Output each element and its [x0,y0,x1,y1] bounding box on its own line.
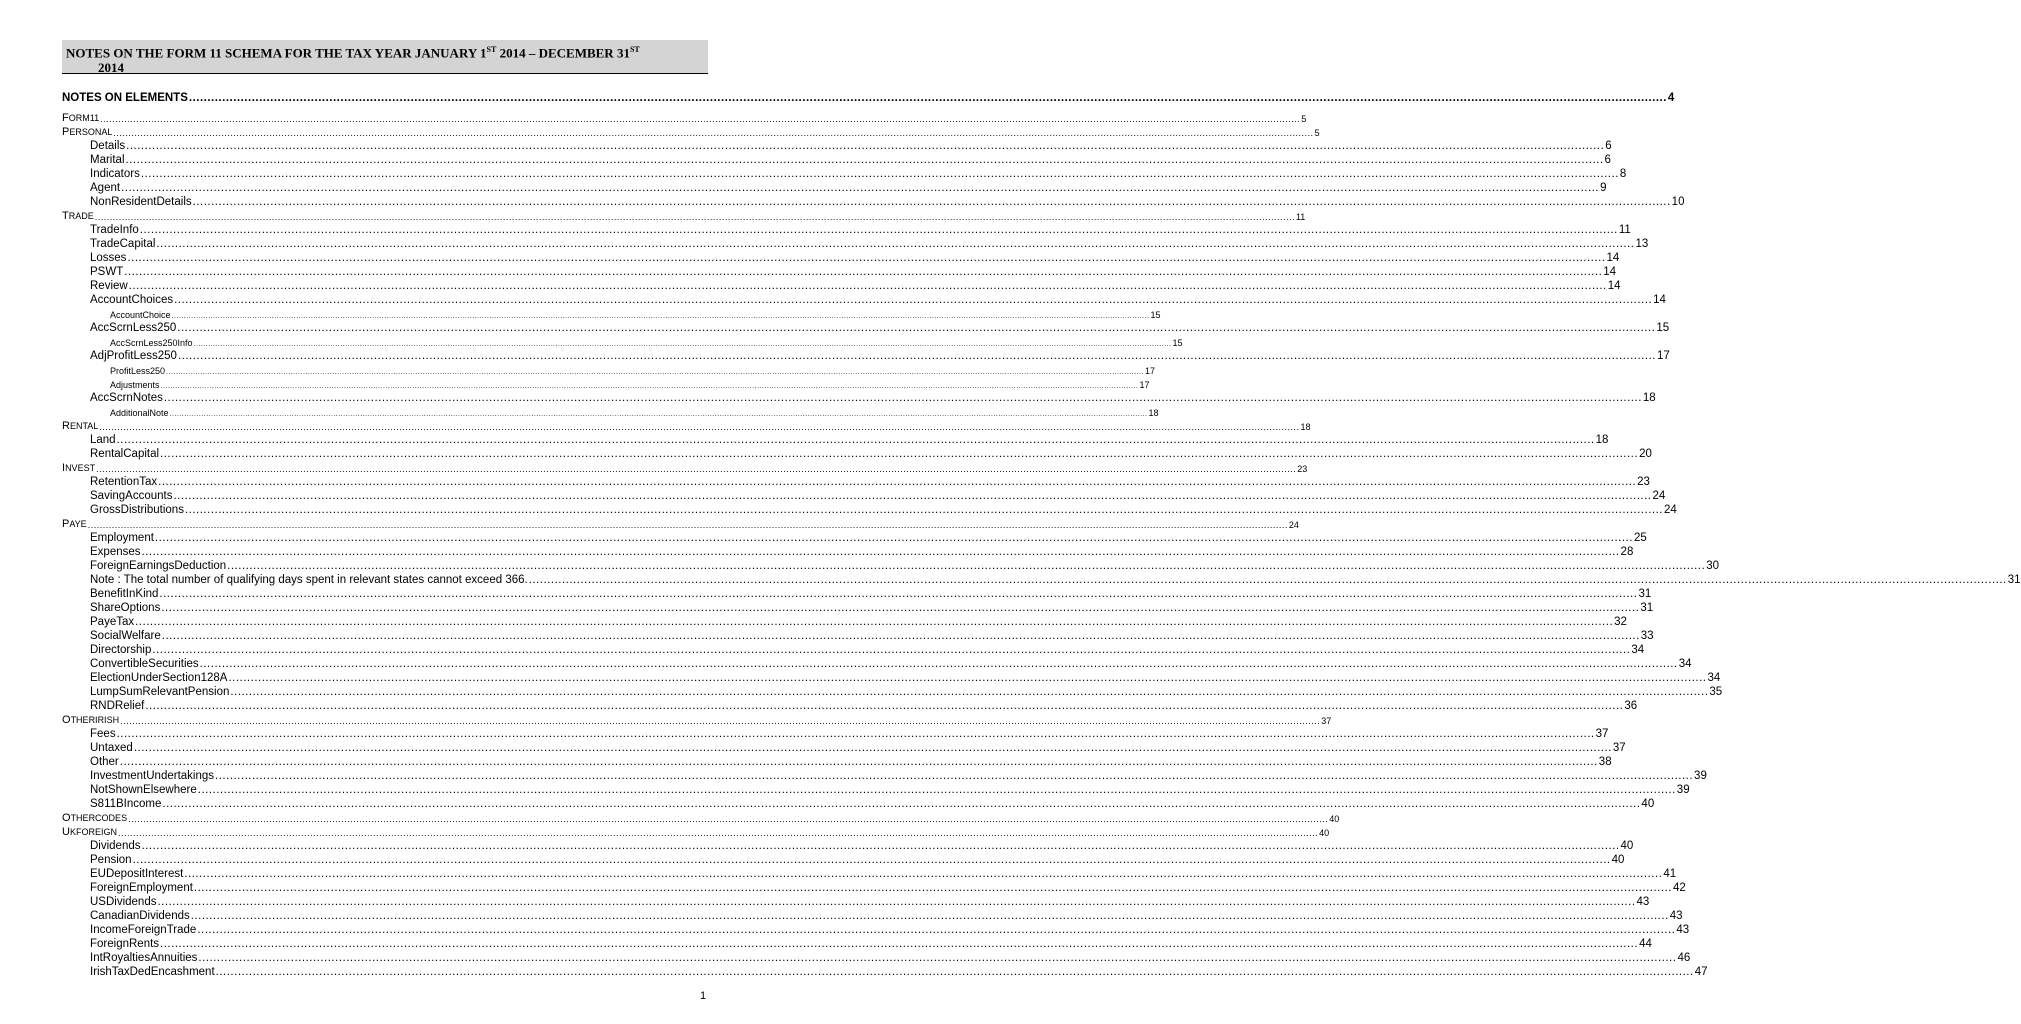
toc-entry[interactable] [90,684,1723,698]
toc-entry[interactable] [90,782,1690,796]
toc-entry[interactable] [62,418,1311,432]
toc-entry-label: ForeignRents [90,938,160,950]
toc-dot-leader: ................................................................................................................................................................................................................................................................................................................................................................................................................ [227,560,1706,572]
toc-dot-leader: ................................................................................................................................................................................................................................................................................................................................................................................................................ [152,644,1631,656]
toc-entry-label: AdjProfitLess250 [90,350,177,362]
toc-entry[interactable] [62,460,1308,474]
toc-entry[interactable] [90,488,1666,502]
toc-entry-page: 31 [1640,602,1654,614]
toc-entry-label: ForeignEmployment [90,882,193,894]
toc-dot-leader: ................................................................................................................................................................................................................................................................................................................................................................................................................ [160,383,1139,390]
toc-dot-leader: ................................................................................................................................................................................................................................................................................................................................................................................................................ [162,798,1641,810]
toc-entry[interactable] [62,208,1306,222]
toc-entry-label: Review [90,280,128,292]
toc-entry-label: FORM11 [62,112,100,124]
toc-entry-page: 23 [1637,476,1650,488]
toc-dot-leader: ................................................................................................................................................................................................................................................................................................................................................................................................................ [177,350,1656,362]
toc-entry-page: 47 [1694,966,1708,978]
toc-dot-leader: ................................................................................................................................................................................................................................................................................................................................................................................................................ [121,182,1600,194]
toc-entry-page: 40 [1611,854,1625,866]
toc-entry-page: 34 [1631,644,1645,656]
toc-entry-page: 40 [1319,828,1330,838]
toc-dot-leader: ................................................................................................................................................................................................................................................................................................................................................................................................................ [192,196,1671,208]
toc-entry-page: 40 [1641,798,1655,810]
toc-dot-leader: ................................................................................................................................................................................................................................................................................................................................................................................................................ [96,464,1297,474]
toc-entry-page: 11 [1295,212,1306,222]
toc-dot-leader: ................................................................................................................................................................................................................................................................................................................................................................................................................ [197,924,1676,936]
toc-entry-label: NonResidentDetails [90,196,192,208]
toc-entry-page: 14 [1607,280,1621,292]
toc-dot-leader: ................................................................................................................................................................................................................................................................................................................................................................................................................ [141,840,1620,852]
toc-entry-label: NotShownElsewhere [90,784,197,796]
toc-dot-leader: ................................................................................................................................................................................................................................................................................................................................................................................................................ [140,168,1619,180]
toc-entry-label: RetentionTax [90,476,158,488]
toc-entry-page: 14 [1603,266,1617,278]
toc-entry-label: RNDRelief [90,700,145,712]
toc-entry-page: 11 [1618,224,1631,236]
toc-dot-leader: ................................................................................................................................................................................................................................................................................................................................................................................................................ [184,868,1663,880]
toc-entry[interactable] [90,222,1631,236]
toc-entry-page: 4 [1667,92,1675,104]
toc-dot-leader: ................................................................................................................................................................................................................................................................................................................................................................................................................ [125,154,1604,166]
toc-entry-page: 37 [1321,716,1332,726]
toc-entry-label: OTHERCODES [62,812,128,824]
toc-entry[interactable] [90,628,1654,642]
toc-entry[interactable] [62,810,1340,824]
toc-dot-leader: ................................................................................................................................................................................................................................................................................................................................................................................................................ [161,630,1640,642]
toc-dot-leader: ................................................................................................................................................................................................................................................................................................................................................................................................................ [166,369,1144,376]
toc-dot-leader: ................................................................................................................................................................................................................................................................................................................................................................................................................ [171,313,1150,320]
toc-dot-leader: ................................................................................................................................................................................................................................................................................................................................................................................................................ [528,574,2007,586]
toc-entry-page: 34 [1707,672,1721,684]
toc-entry[interactable] [90,390,1656,404]
toc-entry-label: UKFOREIGN [62,826,117,838]
toc-entry-page: 39 [1694,770,1707,782]
toc-entry-label: InvestmentUndertakings [90,770,215,782]
toc-entry[interactable] [90,236,1649,250]
toc-dot-leader: ................................................................................................................................................................................................................................................................................................................................................................................................................ [119,756,1598,768]
toc-entry[interactable] [90,908,1683,922]
toc-entry-label: Directorship [90,644,152,656]
toc-entry-page: 6 [1605,140,1612,152]
toc-entry-page: 18 [1595,434,1609,446]
toc-dot-leader: ................................................................................................................................................................................................................................................................................................................................................................................................................ [145,700,1624,712]
toc-entry[interactable] [110,404,1159,418]
toc-dot-leader: ................................................................................................................................................................................................................................................................................................................................................................................................................ [116,728,1595,740]
toc-entry[interactable] [90,838,1634,852]
toc-entry[interactable] [90,740,1626,754]
toc-entry-label: BenefitInKind [90,588,159,600]
toc-entry[interactable] [90,250,1620,264]
toc-dot-leader: ................................................................................................................................................................................................................................................................................................................................................................................................................ [228,672,1707,684]
toc-entry-page: 43 [1636,896,1650,908]
toc-entry[interactable] [90,796,1655,810]
toc-entry-page: 37 [1612,742,1626,754]
toc-dot-leader: ................................................................................................................................................................................................................................................................................................................................................................................................................ [132,854,1611,866]
toc-entry-page: 40 [1620,840,1634,852]
toc-entry-page: 17 [1656,350,1670,362]
toc-entry-label: Fees [90,728,116,740]
toc-entry[interactable] [62,110,1307,124]
toc-entry-page: 31 [1638,588,1652,600]
toc-entry[interactable] [90,138,1612,152]
toc-dot-leader: ................................................................................................................................................................................................................................................................................................................................................................................................................ [173,490,1652,502]
toc-dot-leader: ................................................................................................................................................................................................................................................................................................................................................................................................................ [127,252,1606,264]
toc-entry-page: 15 [1656,322,1670,334]
toc-entry-page: 17 [1139,380,1150,390]
toc-entry-page: 43 [1669,910,1683,922]
toc-entry-label: ForeignEarningsDeduction [90,560,227,572]
toc-entry-page: 8 [1619,168,1627,180]
toc-entry-label: EUDepositInterest [90,868,184,880]
toc-entry-label: AccScrnLess250Info [110,338,193,348]
toc-entry-page: 24 [1663,504,1677,516]
toc-dot-leader: ................................................................................................................................................................................................................................................................................................................................................................................................................ [154,532,1633,544]
toc-dot-leader: ................................................................................................................................................................................................................................................................................................................................................................................................................ [87,520,1288,530]
toc-entry-page: 24 [1652,490,1666,502]
toc-entry-label: Other [90,756,119,768]
toc-entry-page: 42 [1672,882,1686,894]
toc-entry-page: 18 [1642,392,1656,404]
toc-entry-page: 5 [1301,114,1307,124]
toc-entry[interactable] [90,852,1625,866]
toc-entry-label: LumpSumRelevantPension [90,686,230,698]
toc-entry-page: 24 [1288,520,1299,530]
toc-entry[interactable] [110,362,1155,376]
toc-entry[interactable] [90,586,1652,600]
toc-entry-page: 32 [1614,616,1627,628]
toc-entry-label: ProfitLess250 [110,366,166,376]
toc-entry[interactable] [90,698,1638,712]
toc-entry[interactable] [90,894,1650,908]
toc-dot-leader: ................................................................................................................................................................................................................................................................................................................................................................................................................ [198,952,1677,964]
toc-entry-label: AccScrnNotes [90,392,163,404]
title-superscript-2: ST [629,45,640,54]
toc-dot-leader: ................................................................................................................................................................................................................................................................................................................................................................................................................ [190,910,1669,922]
toc-dot-leader: ................................................................................................................................................................................................................................................................................................................................................................................................................ [99,422,1300,432]
title-line-2: 2014 [98,60,124,76]
toc-entry-page: 33 [1640,630,1654,642]
toc-entry-label: Employment [90,532,154,544]
toc-entry-label: Marital [90,154,125,166]
toc-entry-label: RentalCapital [90,448,160,460]
toc-entry-page: 30 [1706,560,1719,572]
toc-entry[interactable] [90,600,1654,614]
toc-entry-label: TradeCapital [90,238,156,250]
toc-entry-page: 38 [1598,756,1612,768]
toc-entry-label: Losses [90,252,127,264]
toc-dot-leader: ................................................................................................................................................................................................................................................................................................................................................................................................................ [188,92,1667,104]
toc-entry[interactable] [90,572,2021,586]
toc-entry[interactable] [90,950,1691,964]
toc-entry-label: RENTAL [62,420,99,432]
toc-dot-leader: ................................................................................................................................................................................................................................................................................................................................................................................................................ [174,294,1653,306]
title-text-a: NOTES ON THE FORM 11 SCHEMA FOR THE TAX YEAR JANUARY 1 [66,45,487,61]
toc-entry-page: 36 [1624,700,1638,712]
toc-entry-page: 41 [1663,868,1677,880]
toc-dot-leader: ................................................................................................................................................................................................................................................................................................................................................................................................................ [113,128,1314,138]
toc-entry-page: 46 [1677,952,1691,964]
toc-dot-leader: ................................................................................................................................................................................................................................................................................................................................................................................................................ [135,616,1614,628]
toc-entry-label: Dividends [90,840,141,852]
toc-entry[interactable] [62,516,1299,530]
toc-dot-leader: ................................................................................................................................................................................................................................................................................................................................................................................................................ [160,938,1639,950]
toc-entry[interactable] [62,124,1320,138]
toc-entry-label: IncomeForeignTrade [90,924,197,936]
toc-entry[interactable] [110,334,1183,348]
toc-entry-label: PayeTax [90,616,135,628]
toc-entry[interactable] [90,726,1609,740]
toc-entry[interactable] [90,180,1607,194]
toc-dot-leader: ................................................................................................................................................................................................................................................................................................................................................................................................................ [116,434,1595,446]
toc-entry-page: 13 [1635,238,1649,250]
toc-entry[interactable] [90,432,1609,446]
toc-entry-label: S811BIncome [90,798,162,810]
toc-dot-leader: ................................................................................................................................................................................................................................................................................................................................................................................................................ [193,341,1172,348]
toc-dot-leader: ................................................................................................................................................................................................................................................................................................................................................................................................................ [128,280,1607,292]
toc-entry[interactable] [90,544,1634,558]
toc-dot-leader: ................................................................................................................................................................................................................................................................................................................................................................................................................ [157,896,1636,908]
toc-entry-label: SavingAccounts [90,490,173,502]
toc-entry-page: 15 [1172,338,1183,348]
toc-entry-label: ElectionUnderSection128A [90,672,228,684]
toc-entry[interactable] [90,964,1708,978]
toc-dot-leader: ................................................................................................................................................................................................................................................................................................................................................................................................................ [156,238,1635,250]
toc-entry[interactable] [90,474,1650,488]
toc-entry-label: Untaxed [90,742,133,754]
toc-dot-leader: ................................................................................................................................................................................................................................................................................................................................................................................................................ [117,828,1319,838]
toc-entry-page: 14 [1653,294,1666,306]
toc-entry[interactable] [90,642,1645,656]
toc-entry[interactable] [110,376,1150,390]
toc-dot-leader: ................................................................................................................................................................................................................................................................................................................................................................................................................ [193,882,1672,894]
toc-entry-label: Note : The total number of qualifying days spent in relevant states cannot exceed 366. [90,574,528,586]
toc-entry-label: PERSONAL [62,126,113,138]
toc-entry[interactable] [90,754,1612,768]
toc-entry[interactable] [90,922,1690,936]
toc-entry[interactable] [90,936,1652,950]
toc-dot-leader: ................................................................................................................................................................................................................................................................................................................................................................................................................ [215,770,1694,782]
toc-entry[interactable] [62,824,1330,838]
toc-dot-leader: ................................................................................................................................................................................................................................................................................................................................................................................................................ [120,716,1321,726]
toc-entry[interactable] [90,530,1647,544]
toc-entry[interactable] [90,446,1652,460]
toc-dot-leader: ................................................................................................................................................................................................................................................................................................................................................................................................................ [215,966,1694,978]
toc-entry-label: OTHERIRISH [62,714,120,726]
toc-entry-page: 43 [1676,924,1690,936]
toc-dot-leader: ................................................................................................................................................................................................................................................................................................................................................................................................................ [230,686,1709,698]
toc-entry[interactable] [90,656,1692,670]
toc-dot-leader: ................................................................................................................................................................................................................................................................................................................................................................................................................ [161,602,1640,614]
toc-dot-leader: ................................................................................................................................................................................................................................................................................................................................................................................................................ [169,411,1148,418]
toc-entry[interactable] [90,320,1670,334]
toc-entry[interactable] [90,292,1666,306]
toc-entry[interactable] [90,614,1627,628]
toc-dot-leader: ................................................................................................................................................................................................................................................................................................................................................................................................................ [126,140,1605,152]
toc-entry-page: 15 [1150,310,1161,320]
toc-dot-leader: ................................................................................................................................................................................................................................................................................................................................................................................................................ [128,814,1329,824]
toc-entry-page: 14 [1606,252,1620,264]
toc-entry[interactable] [90,166,1627,180]
toc-entry-label: PAYE [62,518,87,530]
toc-entry-label: IrishTaxDedEncashment [90,966,215,978]
toc-entry-label: PSWT [90,266,124,278]
toc-entry-label: ConvertibleSecurities [90,658,199,670]
toc-dot-leader: ................................................................................................................................................................................................................................................................................................................................................................................................................ [177,322,1656,334]
toc-entry-page: 10 [1671,196,1685,208]
toc-entry[interactable] [90,278,1621,292]
toc-entry[interactable] [110,306,1161,320]
toc-entry[interactable] [62,712,1332,726]
toc-entry-label: Expenses [90,546,141,558]
toc-entry-label: ShareOptions [90,602,161,614]
page-number: 1 [700,990,707,1002]
toc-entry-label: Agent [90,182,121,194]
toc-entry[interactable] [90,880,1686,894]
toc-entry-label: TradeInfo [90,224,139,236]
toc-entry-label: USDividends [90,896,157,908]
toc-dot-leader: ................................................................................................................................................................................................................................................................................................................................................................................................................ [184,504,1663,516]
toc-entry[interactable] [90,670,1721,684]
toc-entry[interactable] [90,348,1670,362]
toc-entry-page: 31 [2007,574,2021,586]
toc-entry-page: 40 [1329,814,1340,824]
toc-entry[interactable] [90,152,1611,166]
toc-dot-leader: ................................................................................................................................................................................................................................................................................................................................................................................................................ [197,784,1676,796]
toc-dot-leader: ................................................................................................................................................................................................................................................................................................................................................................................................................ [159,588,1638,600]
toc-entry-page: 39 [1676,784,1690,796]
toc-entry-page: 17 [1144,366,1155,376]
toc-dot-leader: ................................................................................................................................................................................................................................................................................................................................................................................................................ [141,546,1620,558]
toc-dot-leader: ................................................................................................................................................................................................................................................................................................................................................................................................................ [139,224,1618,236]
toc-entry-label: NOTES ON ELEMENTS [62,92,188,104]
toc-dot-leader: ................................................................................................................................................................................................................................................................................................................................................................................................................ [199,658,1678,670]
toc-dot-leader: ................................................................................................................................................................................................................................................................................................................................................................................................................ [160,448,1639,460]
toc-entry[interactable] [90,768,1707,782]
toc-entry-page: 9 [1600,182,1607,194]
toc-dot-leader: ................................................................................................................................................................................................................................................................................................................................................................................................................ [94,212,1295,222]
toc-dot-leader: ................................................................................................................................................................................................................................................................................................................................................................................................................ [124,266,1603,278]
toc-entry-label: Land [90,434,116,446]
toc-entry[interactable] [62,86,1675,104]
toc-entry[interactable] [90,558,1719,572]
toc-entry-page: 18 [1148,408,1159,418]
toc-entry-label: AccScrnLess250 [90,322,177,334]
toc-entry-label: GrossDistributions [90,504,184,516]
toc-entry-label: SocialWelfare [90,630,161,642]
toc-entry[interactable] [90,502,1677,516]
toc-entry-page: 37 [1595,728,1609,740]
title-superscript-1: ST [486,45,497,54]
toc-entry[interactable] [90,264,1617,278]
toc-entry-label: Adjustments [110,380,160,390]
toc-entry-label: IntRoyaltiesAnnuities [90,952,198,964]
toc-entry-label: INVEST [62,462,96,474]
toc-entry-page: 44 [1639,938,1652,950]
title-text-b: 2014 – DECEMBER 31 [496,45,630,61]
toc-entry-label: TRADE [62,210,94,222]
document-title [62,40,708,74]
toc-entry-page: 34 [1678,658,1692,670]
toc-entry-page: 25 [1633,532,1647,544]
toc-entry-page: 6 [1604,154,1611,166]
toc-entry-page: 18 [1300,422,1311,432]
toc-dot-leader: ................................................................................................................................................................................................................................................................................................................................................................................................................ [100,114,1301,124]
toc-entry-page: 23 [1297,464,1308,474]
toc-entry[interactable] [90,194,1685,208]
toc-entry-page: 5 [1314,128,1320,138]
toc-dot-leader: ................................................................................................................................................................................................................................................................................................................................................................................................................ [158,476,1637,488]
toc-entry-label: Details [90,140,126,152]
toc-entry-page: 20 [1639,448,1652,460]
toc-entry-page: 35 [1709,686,1723,698]
title-line-1 [66,42,704,60]
toc-entry-page: 28 [1620,546,1634,558]
toc-entry-label: Pension [90,854,132,866]
toc-entry-label: AccountChoice [110,310,171,320]
toc-entry-label: Indicators [90,168,140,180]
toc-dot-leader: ................................................................................................................................................................................................................................................................................................................................................................................................................ [163,392,1642,404]
toc-entry-label: CanadianDividends [90,910,190,922]
toc-entry-label: AdditionalNote [110,408,169,418]
toc-dot-leader: ................................................................................................................................................................................................................................................................................................................................................................................................................ [133,742,1612,754]
toc-entry[interactable] [90,866,1677,880]
toc-entry-label: AccountChoices [90,294,174,306]
